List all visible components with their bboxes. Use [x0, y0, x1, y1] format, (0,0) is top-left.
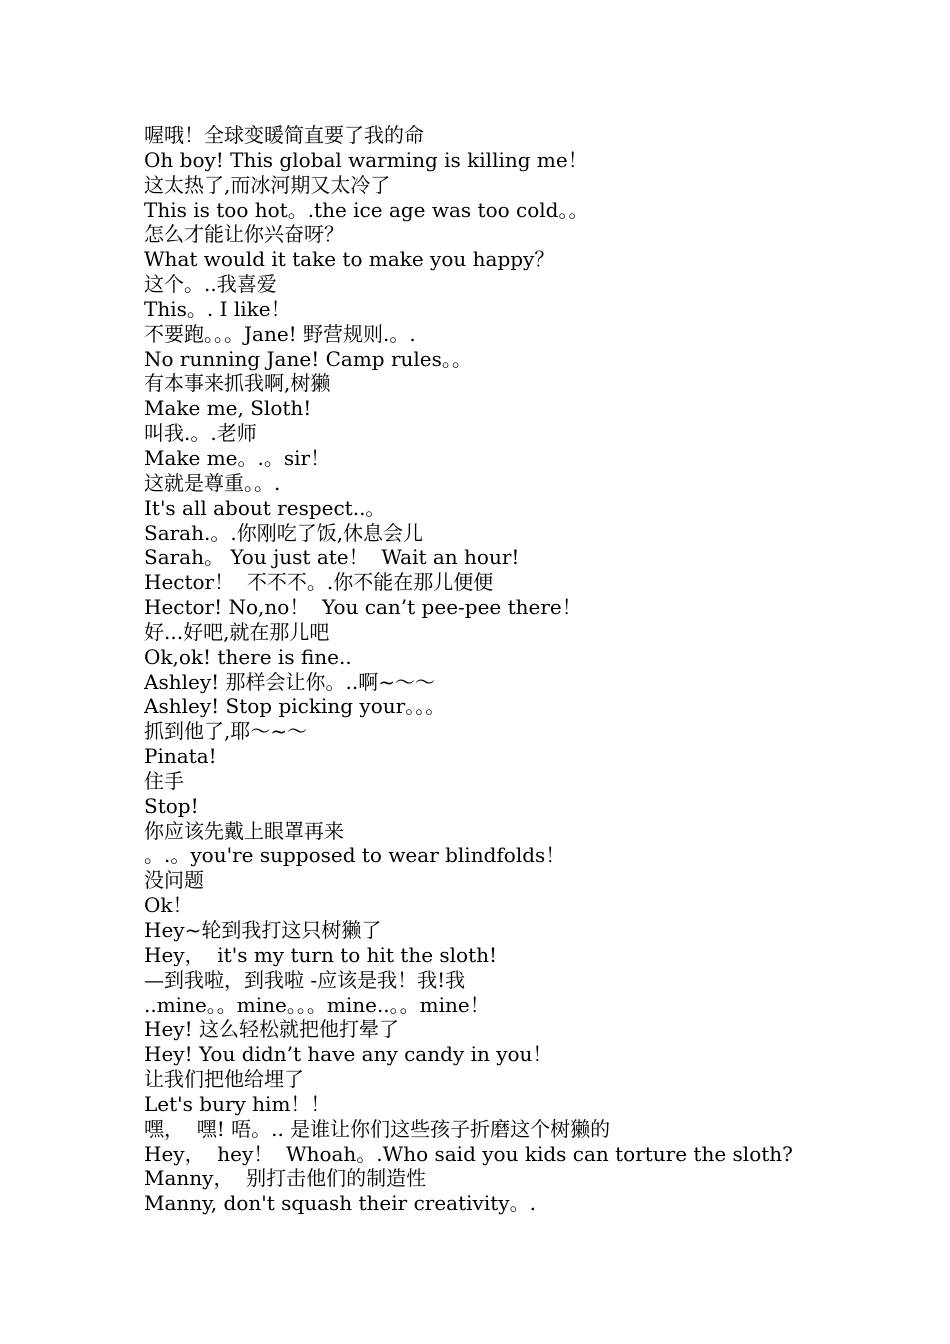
transcript-line: 怎么才能让你兴奋呀？ — [144, 222, 344, 247]
transcript-line: 叫我.。.老师 — [144, 421, 257, 446]
transcript-line: 有本事来抓我啊,树獭 — [144, 371, 331, 396]
transcript-line: 好...好吧,就在那儿吧 — [144, 619, 330, 644]
transcript-lines — [144, 123, 904, 1216]
transcript-line: Manny, don't squash their creativity。. — [144, 1191, 536, 1216]
transcript-line: 这个。..我喜爱 — [144, 272, 277, 297]
transcript-line: Hey! 这么轻松就把他打晕了 — [144, 1017, 399, 1042]
transcript-line: Make me。.。sir！ — [144, 445, 331, 470]
transcript-line: It's all about respect..。 — [144, 495, 386, 520]
transcript-line: Manny， 别打击他们的制造性 — [144, 1166, 427, 1191]
transcript-line: 住手 — [144, 768, 184, 793]
transcript-line: 让我们把他给埋了 — [144, 1067, 304, 1092]
transcript-line: 抓到他了,耶～~～ — [144, 719, 308, 744]
transcript-line: 这就是尊重。。. — [144, 470, 281, 495]
transcript-line: Let's bury him！！ — [144, 1091, 331, 1116]
transcript-line: Hector！ 不不不。.你不能在那儿便便 — [144, 570, 494, 595]
transcript-line: Oh boy! This global warming is killing me！ — [144, 147, 588, 172]
transcript-line: Ashley! 那样会让你。..啊~～～ — [144, 669, 435, 694]
transcript-line: No running Jane! Camp rules。。 — [144, 346, 472, 371]
transcript-line: Make me, Sloth! — [144, 396, 312, 421]
transcript-line: What would it take to make you happy？ — [144, 247, 555, 272]
transcript-line: 不要跑。。。Jane! 野营规则.。. — [144, 321, 416, 346]
transcript-line: Hey! You didn’t have any candy in you！ — [144, 1042, 553, 1067]
transcript-line: Stop! — [144, 793, 199, 818]
transcript-line: Hey~轮到我打这只树獭了 — [144, 918, 382, 942]
transcript-line: 这太热了,而冰河期又太冷了 — [144, 172, 391, 197]
transcript-line: —到我啦，到我啦 -应该是我！我!我 — [144, 967, 466, 992]
transcript-line: 你应该先戴上眼罩再来 — [144, 818, 344, 843]
transcript-line: 没问题 — [144, 868, 204, 893]
transcript-line: Pinata! — [144, 744, 217, 769]
transcript-line: Hey， hey！ Whoah。.Who said you kids can torture the sloth? — [144, 1141, 793, 1166]
transcript-line: Ok！ — [144, 893, 193, 918]
transcript-line: 嘿， 嘿! 唔。.. 是谁让你们这些孩子折磨这个树獭的 — [144, 1116, 611, 1141]
transcript-line: 喔哦！全球变暖简直要了我的命 — [144, 123, 424, 147]
transcript-line: This is too hot。.the ice age was too cold。。 — [144, 197, 589, 222]
transcript-line: Ashley! Stop picking your。。。 — [144, 694, 446, 719]
transcript-line: Sarah。 You just ate！ Wait an hour! — [144, 545, 520, 570]
transcript-line: ..mine。。mine。。。mine..。。mine！ — [144, 992, 490, 1017]
transcript-line: Hey， it's my turn to hit the sloth! — [144, 942, 498, 967]
transcript-line: Hector! No,no！ You can’t pee-pee there！ — [144, 595, 582, 620]
transcript-line: This。. I like！ — [144, 296, 291, 321]
transcript-line: Sarah.。.你刚吃了饭,休息会儿 — [144, 520, 424, 545]
transcript-line: Ok,ok! there is fine.. — [144, 644, 352, 669]
transcript-line: 。.。you're supposed to wear blindfolds！ — [144, 843, 566, 868]
